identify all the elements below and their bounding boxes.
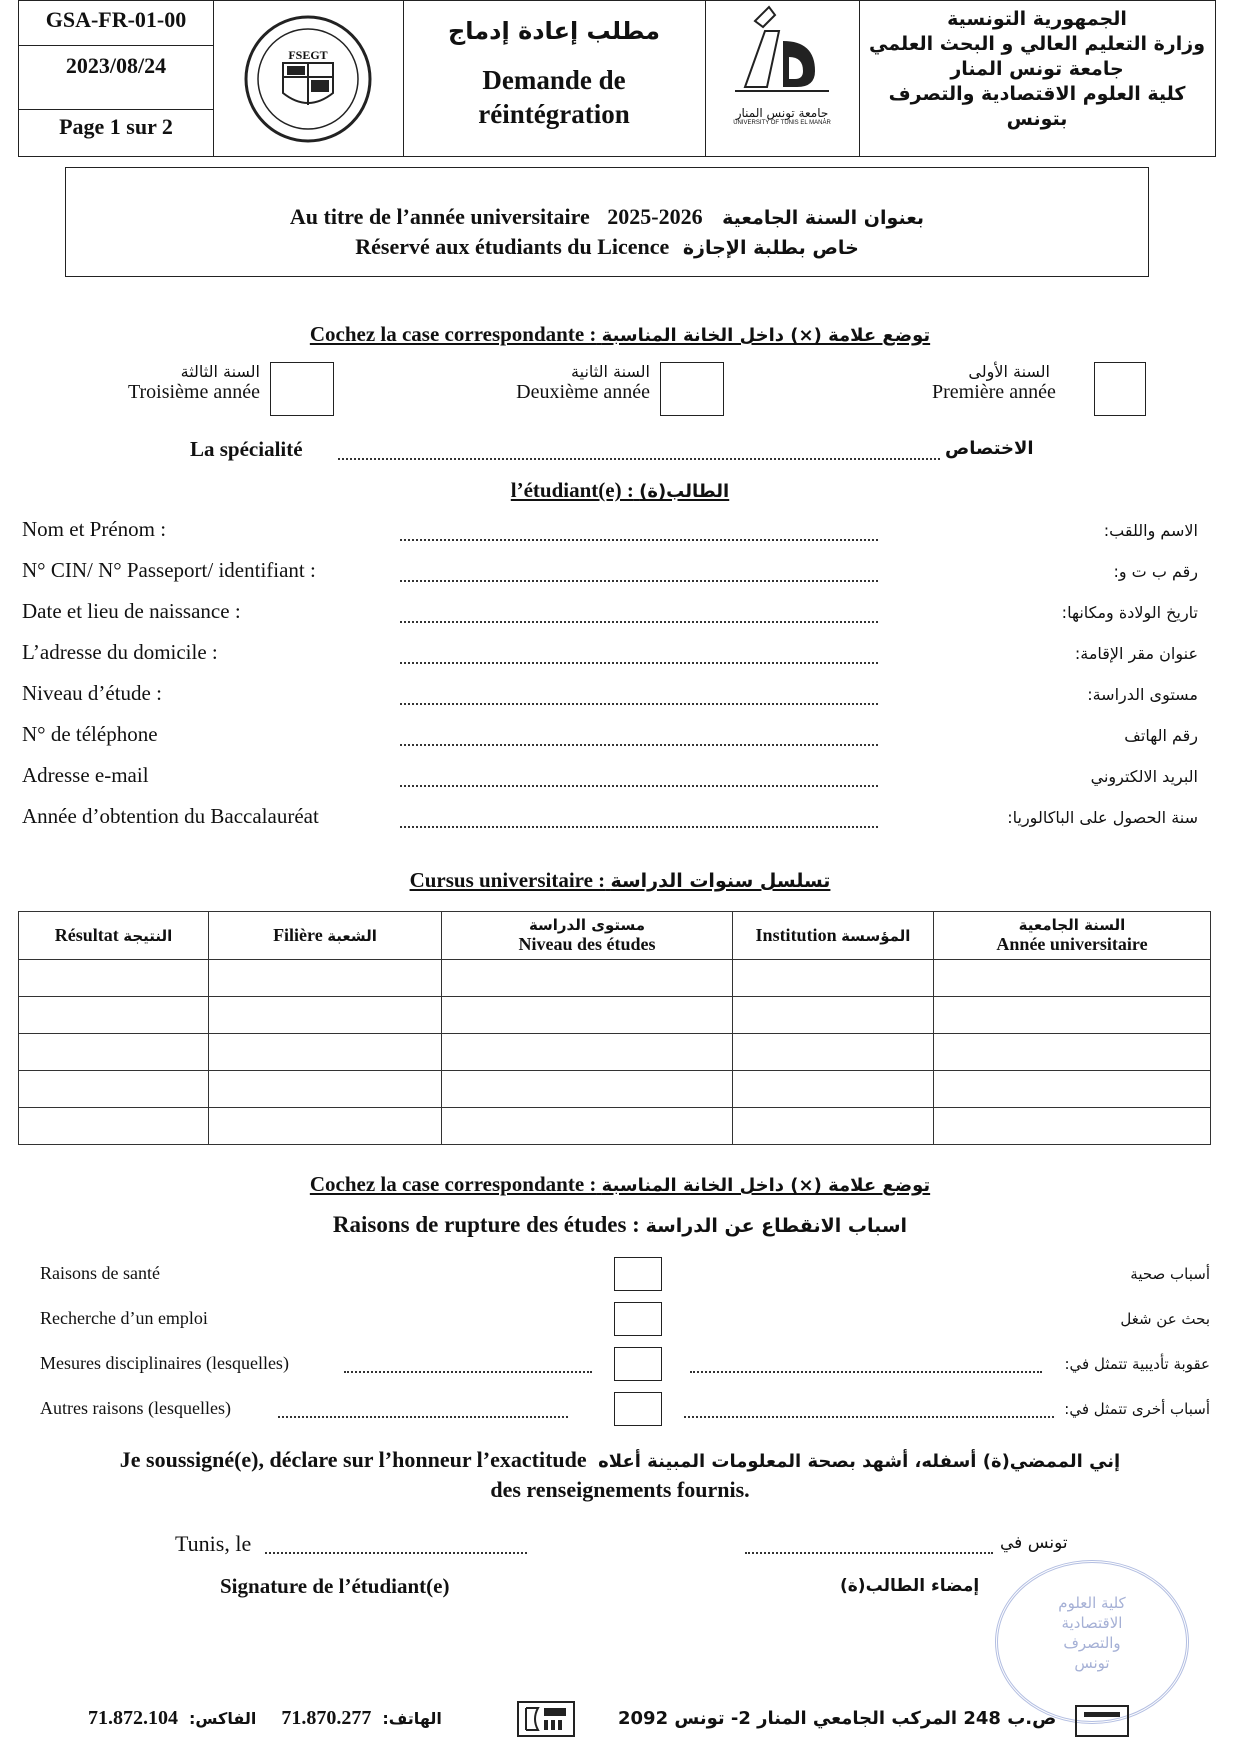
discipline-checkbox[interactable] [614, 1347, 662, 1381]
institution-line-republic: الجمهورية التونسية [947, 8, 1127, 30]
cursus-row [19, 1108, 1211, 1145]
year2-label [500, 362, 650, 404]
phone-input[interactable] [400, 744, 878, 746]
cursus-cell[interactable] [733, 1034, 934, 1071]
discipline-details-fr[interactable] [344, 1371, 592, 1373]
field-label-ar: سنة الحصول على الباكالوريا: [1007, 808, 1198, 827]
col-level [442, 912, 733, 960]
doc-page: Page 1 sur 2 [19, 109, 213, 154]
col-result-fr: Résultat [54, 925, 119, 945]
field-label-ar: عنوان مقر الإقامة: [1074, 644, 1198, 663]
form-title-ar: مطلب إعادة إدماج [448, 17, 660, 45]
cursus-title-ar: تسلسل سنوات الدراسة [610, 870, 831, 892]
reason-row-discipline [40, 1347, 1210, 1383]
cursus-title-fr: Cursus universitaire : [409, 868, 606, 892]
institution-line-university: جامعة تونس المنار [950, 58, 1124, 80]
declaration-fr-1: Je soussigné(e), déclare sur l’honneur l’exactitude [119, 1447, 587, 1472]
col-result [19, 912, 209, 960]
field-row-birth [22, 599, 1198, 629]
licence-label-fr: Réservé aux étudiants du Licence [355, 234, 670, 259]
col-year [934, 912, 1211, 960]
reason-row-other [40, 1392, 1210, 1428]
cursus-cell[interactable] [442, 997, 733, 1034]
cursus-header-row [19, 912, 1211, 960]
reason-row-health [40, 1257, 1210, 1293]
cursus-cell[interactable] [19, 960, 209, 997]
doc-meta-column [19, 1, 214, 156]
cursus-cell[interactable] [934, 997, 1211, 1034]
cursus-cell[interactable] [209, 1108, 442, 1145]
health-checkbox[interactable] [614, 1257, 662, 1291]
speciality-label-fr: La spécialité [190, 437, 303, 461]
cursus-cell[interactable] [442, 1108, 733, 1145]
footer-contact [88, 1707, 442, 1730]
reason-label-fr: Recherche d’un emploi [40, 1308, 208, 1328]
utm-logo-cell [705, 1, 860, 156]
declaration-ar: إني الممضي(ة) أسفله، أشهد بصحة المعلومات المبينة أعلاه [598, 1451, 1121, 1472]
other-checkbox[interactable] [614, 1392, 662, 1426]
check-instruction-ar: توضع علامة (×) داخل الخانة المناسبة [601, 1175, 931, 1196]
licence-line [66, 234, 1148, 260]
fsegt-seal-logo [213, 1, 403, 156]
stamp-text: الاقتصادية [1061, 1614, 1123, 1632]
field-row-cin [22, 558, 1198, 588]
col-level-fr: Niveau des études [518, 934, 656, 954]
cursus-cell[interactable] [209, 1034, 442, 1071]
year2-checkbox[interactable] [660, 362, 724, 416]
cursus-cell[interactable] [442, 1071, 733, 1108]
academic-year-box [65, 167, 1149, 277]
academic-year-label-ar: بعنوان السنة الجامعية [722, 207, 925, 229]
check-instruction-1 [0, 322, 1240, 347]
year1-label-fr: Première année [932, 381, 1056, 403]
reason-label-ar: بحث عن شغل [1120, 1310, 1210, 1328]
field-label-fr: Adresse e-mail [22, 763, 149, 787]
year2-label-fr: Deuxième année [516, 381, 650, 403]
field-label-fr: Nom et Prénom : [22, 517, 167, 541]
fsegt-logo-text: FSEGT [288, 48, 328, 62]
col-year-fr: Année universitaire [996, 934, 1148, 954]
other-details-ar[interactable] [684, 1416, 1054, 1418]
utm-logo [705, 1, 859, 113]
field-row-phone [22, 722, 1198, 752]
footer-address: ص.ب 248 المركب الجامعي المنار 2- تونس 2092 [618, 1708, 1057, 1729]
speciality-field[interactable] [338, 458, 940, 460]
birth-input[interactable] [400, 621, 878, 623]
speciality-label-ar: الاختصاص [945, 438, 1034, 459]
cursus-cell[interactable] [19, 997, 209, 1034]
cursus-cell[interactable] [934, 1108, 1211, 1145]
year3-checkbox[interactable] [270, 362, 334, 416]
date-field-ar[interactable] [745, 1552, 993, 1554]
student-section-title [0, 478, 1240, 503]
check-instruction-fr: Cochez la case correspondante : [309, 322, 597, 346]
cursus-cell[interactable] [209, 960, 442, 997]
cursus-cell[interactable] [733, 960, 934, 997]
bac-year-input[interactable] [400, 826, 878, 828]
place-date-fr: Tunis, le [175, 1531, 252, 1556]
col-institution-ar: المؤسسة [841, 927, 911, 945]
field-row-bac [22, 804, 1198, 834]
signature-label-fr: Signature de l’étudiant(e) [220, 1574, 450, 1598]
reasons-title-ar: اسباب الانقطاع عن الدراسة [645, 1215, 908, 1237]
cursus-cell[interactable] [442, 1034, 733, 1071]
reason-label-fr: Autres raisons (lesquelles) [40, 1398, 231, 1418]
place-date-ar: تونس في [1000, 1533, 1068, 1553]
reason-label-ar: أسباب صحية [1130, 1265, 1210, 1283]
reason-label-ar: أسباب أخرى تتمثل في: [1064, 1400, 1210, 1418]
level-input[interactable] [400, 703, 878, 705]
field-row-email [22, 763, 1198, 793]
doc-date: 2023/08/24 [65, 53, 167, 78]
field-label-fr: N° de téléphone [22, 722, 158, 746]
phone-label: الهاتف: [382, 1709, 442, 1728]
year2-label-ar: السنة الثانية [571, 362, 650, 381]
year1-checkbox[interactable] [1094, 362, 1146, 416]
cursus-cell[interactable] [19, 1108, 209, 1145]
col-institution-fr: Institution [755, 925, 837, 945]
field-label-fr: Année d’obtention du Baccalauréat [22, 804, 319, 828]
check-instruction-ar: توضع علامة (×) داخل الخانة المناسبة [601, 325, 931, 346]
email-input[interactable] [400, 785, 878, 787]
check-instruction-2 [0, 1172, 1240, 1197]
year1-label-ar: السنة الأولى [968, 362, 1050, 381]
year3-label-ar: السنة الثالثة [180, 362, 260, 381]
institution-block [859, 1, 1215, 156]
field-label-ar: تاريخ الولادة ومكانها: [1061, 603, 1198, 622]
official-stamp [995, 1560, 1189, 1724]
reason-label-fr: Raisons de santé [40, 1263, 160, 1283]
academic-year-line [66, 204, 1148, 230]
reason-label-fr: Mesures disciplinaires (lesquelles) [40, 1353, 289, 1373]
name-input[interactable] [400, 539, 878, 541]
year3-label [110, 362, 260, 404]
field-label-ar: الاسم واللقب: [1103, 521, 1198, 540]
cursus-cell[interactable] [934, 960, 1211, 997]
field-label-fr: Niveau d’étude : [22, 681, 162, 705]
col-filiere-fr: Filière [273, 925, 323, 945]
field-label-fr: Date et lieu de naissance : [22, 599, 241, 623]
cursus-cell[interactable] [733, 997, 934, 1034]
form-title-fr-line2: réintégration [478, 99, 630, 129]
fsegt-logo-cell [213, 1, 404, 156]
col-filiere [209, 912, 442, 960]
cursus-cell[interactable] [19, 1071, 209, 1108]
address-input[interactable] [400, 662, 878, 664]
field-row-address [22, 640, 1198, 670]
stamp-text: تونس [1074, 1654, 1110, 1672]
other-details-fr[interactable] [278, 1416, 568, 1418]
cursus-row [19, 1034, 1211, 1071]
academic-year-label-fr: Au titre de l’année universitaire [289, 204, 590, 229]
document-header [18, 0, 1216, 157]
cursus-cell[interactable] [733, 1108, 934, 1145]
institution-line-faculty: كلية العلوم الاقتصادية والتصرف بتونس [888, 83, 1186, 130]
utm-caption-fr: UNIVERSITY OF TUNIS EL MANAR [733, 120, 831, 126]
institution-line-ministry: وزارة التعليم العالي و البحث العلمي [869, 33, 1205, 55]
declaration-line-1 [0, 1447, 1240, 1473]
cursus-cell[interactable] [209, 997, 442, 1034]
cursus-cell[interactable] [934, 1034, 1211, 1071]
cursus-row [19, 1071, 1211, 1108]
reasons-title [0, 1212, 1240, 1238]
cursus-cell[interactable] [934, 1071, 1211, 1108]
date-field-fr[interactable] [265, 1552, 527, 1554]
field-label-ar: البريد الالكتروني [1090, 767, 1198, 786]
check-instruction-fr: Cochez la case correspondante : [309, 1172, 597, 1196]
utm-caption-ar: جامعة تونس المنار [735, 106, 829, 120]
licence-label-ar: خاص بطلبة الإجازة [682, 237, 859, 259]
col-institution [733, 912, 934, 960]
mailbox-icon [1074, 1704, 1130, 1738]
stamp-text: والتصرف [1063, 1634, 1121, 1652]
col-level-ar: مستوى الدراسة [528, 916, 646, 934]
reason-row-job [40, 1302, 1210, 1338]
signature-label-ar: إمضاء الطالب(ة) [840, 1576, 980, 1596]
job-checkbox[interactable] [614, 1302, 662, 1336]
cin-input[interactable] [400, 580, 878, 582]
stamp-text: كلية العلوم [1058, 1594, 1126, 1612]
cursus-row [19, 997, 1211, 1034]
field-row-level [22, 681, 1198, 711]
phone-number: 71.870.277 [281, 1707, 372, 1729]
doc-code: GSA-FR-01-00 [19, 7, 213, 46]
col-result-ar: النتيجة [123, 927, 173, 945]
field-label-ar: مستوى الدراسة: [1087, 685, 1198, 704]
field-label-ar: رقم الهاتف [1124, 726, 1198, 745]
fax-label: الفاكس: [189, 1709, 257, 1728]
cursus-cell[interactable] [19, 1034, 209, 1071]
year3-label-fr: Troisième année [127, 381, 260, 403]
year1-label [932, 362, 1056, 404]
field-label-ar: رقم ب ت و: [1113, 562, 1198, 581]
field-label-fr: L’adresse du domicile : [22, 640, 218, 664]
declaration-fr-2: des renseignements fournis. [490, 1477, 750, 1502]
reason-label-ar: عقوبة تأديبية تتمثل في: [1064, 1355, 1210, 1373]
student-section-fr: l’étudiant(e) : [510, 478, 634, 502]
discipline-details-ar[interactable] [690, 1371, 1042, 1373]
field-label-fr: N° CIN/ N° Passeport/ identifiant : [22, 558, 316, 582]
cursus-cell[interactable] [733, 1071, 934, 1108]
cursus-table [18, 911, 1211, 1145]
cursus-row [19, 960, 1211, 997]
cursus-title [0, 868, 1240, 893]
form-title-fr-line1: Demande de [482, 65, 626, 95]
field-row-name [22, 517, 1198, 547]
cursus-cell[interactable] [442, 960, 733, 997]
fax-number: 71.872.104 [88, 1707, 178, 1729]
cursus-cell[interactable] [209, 1071, 442, 1108]
phone-fax-icon [516, 1700, 576, 1738]
reasons-title-fr: Raisons de rupture des études : [332, 1212, 640, 1237]
academic-year-value: 2025-2026 [607, 204, 703, 229]
col-filiere-ar: الشعبة [327, 927, 377, 945]
student-section-ar: الطالب(ة) [639, 481, 730, 502]
title-cell [403, 1, 706, 156]
col-year-ar: السنة الجامعية [1018, 916, 1126, 934]
